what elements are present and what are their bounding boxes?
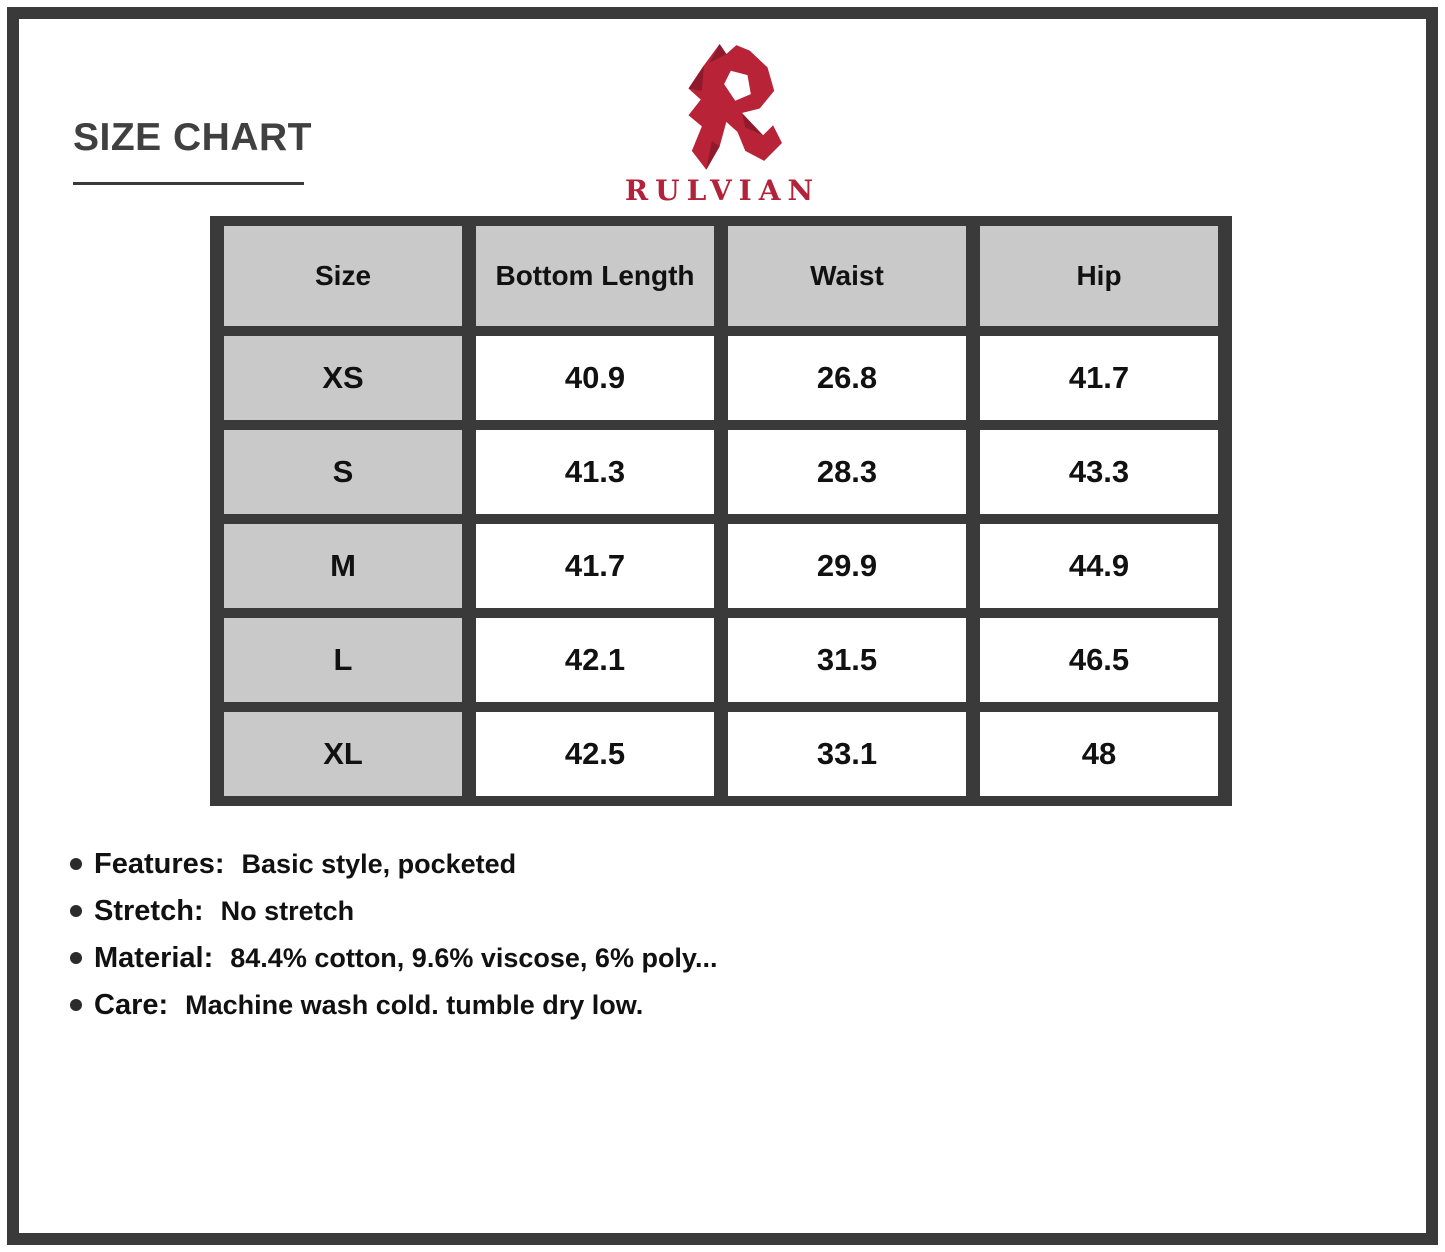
header-waist: Waist: [728, 226, 966, 326]
table-row-xl: [224, 712, 1218, 796]
detail-stretch: [70, 895, 717, 927]
angular-r-logo-icon: [654, 44, 792, 172]
detail-label: Stretch:: [94, 895, 204, 927]
detail-care: [70, 989, 717, 1021]
brand-logo: [563, 44, 883, 207]
detail-label: Features:: [94, 848, 225, 880]
cell-value: 42.1: [476, 618, 714, 702]
bullet-icon: [70, 952, 82, 964]
size-label: XL: [224, 712, 462, 796]
table-row-l: [224, 618, 1218, 702]
header-bottom-length: Bottom Length: [476, 226, 714, 326]
bullet-icon: [70, 999, 82, 1011]
cell-value: 31.5: [728, 618, 966, 702]
detail-value: Basic style, pocketed: [241, 849, 517, 879]
cell-value: 41.7: [476, 524, 714, 608]
table-row-s: [224, 430, 1218, 514]
cell-value: 48: [980, 712, 1218, 796]
cell-value: 28.3: [728, 430, 966, 514]
header-row: [224, 226, 1218, 326]
cell-value: 29.9: [728, 524, 966, 608]
cell-value: 42.5: [476, 712, 714, 796]
size-label: XS: [224, 336, 462, 420]
page-title: SIZE CHART: [73, 116, 312, 159]
cell-value: 41.3: [476, 430, 714, 514]
size-label: L: [224, 618, 462, 702]
table-row-xs: [224, 336, 1218, 420]
cell-value: 33.1: [728, 712, 966, 796]
table-row-m: [224, 524, 1218, 608]
cell-value: 26.8: [728, 336, 966, 420]
detail-value: No stretch: [220, 896, 355, 926]
brand-name: RULVIAN: [624, 174, 821, 207]
cell-value: 46.5: [980, 618, 1218, 702]
cell-value: 40.9: [476, 336, 714, 420]
detail-material: [70, 942, 717, 974]
detail-value: Machine wash cold. tumble dry low.: [185, 990, 644, 1020]
cell-value: 41.7: [980, 336, 1218, 420]
detail-label: Material:: [94, 942, 214, 974]
product-details-list: [70, 848, 717, 1036]
title-block: [73, 118, 312, 185]
detail-features: [70, 848, 717, 880]
title-underline: [73, 182, 304, 185]
cell-value: 43.3: [980, 430, 1218, 514]
bullet-icon: [70, 905, 82, 917]
header-hip: Hip: [980, 226, 1218, 326]
header-size: Size: [224, 226, 462, 326]
size-label: M: [224, 524, 462, 608]
cell-value: 44.9: [980, 524, 1218, 608]
bullet-icon: [70, 858, 82, 870]
size-label: S: [224, 430, 462, 514]
size-chart-table: [210, 216, 1232, 806]
detail-label: Care:: [94, 989, 169, 1021]
size-table-wrap: [210, 216, 1232, 806]
detail-value: 84.4% cotton, 9.6% viscose, 6% poly...: [230, 943, 718, 973]
